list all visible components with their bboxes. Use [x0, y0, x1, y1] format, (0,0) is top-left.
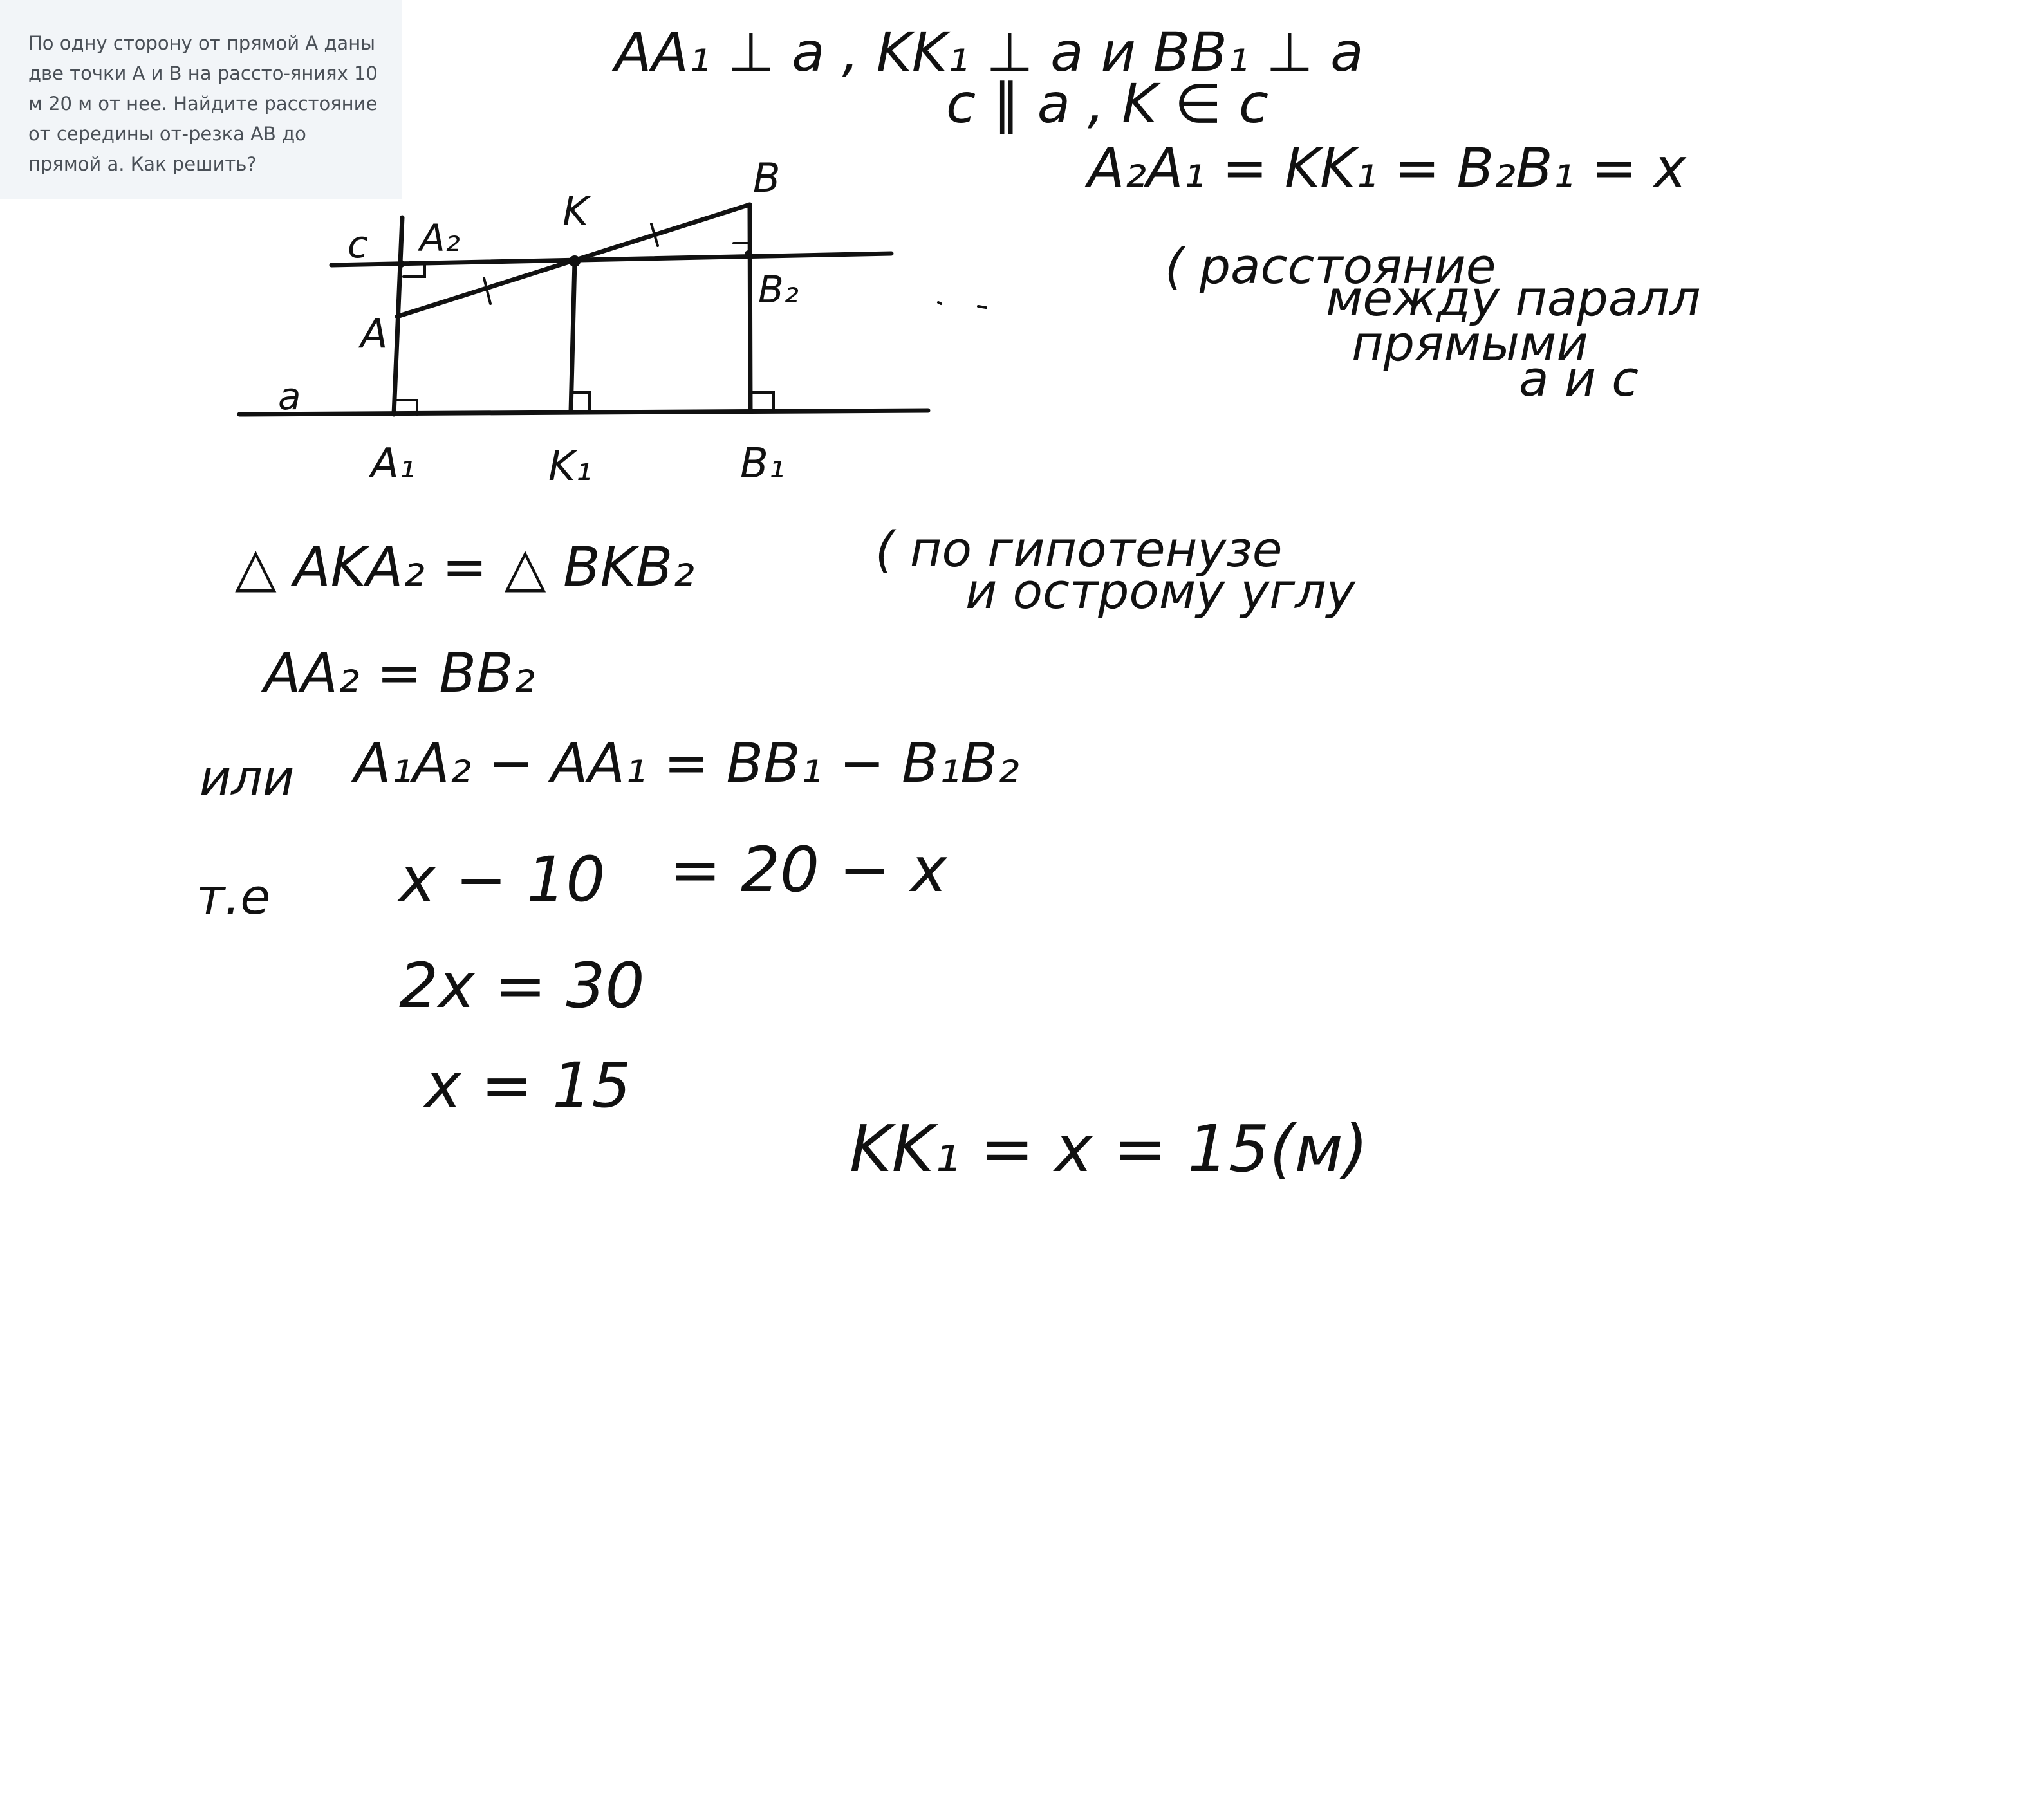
equation-1: AA₂ = BB₂	[264, 641, 535, 705]
equation-2-prefix: или	[200, 749, 295, 806]
label-c: c	[348, 223, 368, 266]
label-b2: B₂	[758, 268, 799, 311]
right-angle-a2	[404, 265, 425, 277]
statement-perpendiculars: AA₁ ⊥ a , KK₁ ⊥ a и BB₁ ⊥ a	[615, 21, 1364, 84]
triangle-equality: △ AKA₂ = △ BKB₂	[235, 535, 695, 598]
geometry-diagram	[239, 154, 986, 490]
right-angle-b1	[750, 392, 774, 410]
equation-3-right: = 20 − x	[669, 834, 947, 906]
stray-mark	[938, 302, 941, 304]
reason-line-1: ( по гипотенузе	[875, 521, 1283, 578]
point-a2	[397, 260, 405, 268]
statement-parallel: c ∥ a , K ∈ c	[946, 72, 1269, 135]
line-a	[239, 410, 928, 414]
label-a: A	[360, 310, 388, 357]
equation-4: 2x = 30	[399, 950, 645, 1022]
label-b: B	[753, 154, 781, 201]
reason-line-2: и острому углу	[965, 562, 1355, 620]
note-line-1: ( расстояние	[1165, 237, 1496, 295]
stray-mark	[978, 306, 986, 308]
statement-equal-distances: A₂A₁ = KK₁ = B₂B₁ = x	[1088, 136, 1686, 199]
handwritten-solution	[196, 21, 1700, 1186]
label-k: K	[562, 188, 589, 235]
note-line-4: a и c	[1519, 350, 1639, 407]
label-line-a: a	[278, 374, 301, 418]
label-a1: A₁	[371, 440, 416, 488]
segment-k-k1	[571, 261, 575, 412]
label-k1: K₁	[548, 443, 592, 490]
line-c	[331, 254, 891, 265]
right-angle-k1	[571, 392, 590, 412]
point-b2	[745, 250, 752, 258]
point-k	[569, 255, 581, 267]
equation-3-prefix: т.е	[196, 868, 271, 925]
label-b1: B₁	[740, 440, 785, 488]
equation-3-left: x − 10	[399, 844, 606, 916]
note-line-3: прямыми	[1352, 315, 1588, 372]
equation-5: x = 15	[425, 1049, 631, 1121]
label-a2: A₂	[420, 216, 460, 260]
question-text: По одну сторону от прямой А даны две точки А и В на рассто-яниях 10 м 20 м от нее. Найдите расстояние от середины от-резка АВ до прямой а. Как решить?	[28, 32, 378, 175]
final-answer: KK₁ = x = 15(м)	[850, 1111, 1368, 1186]
equation-2: A₁A₂ − AA₁ = BB₁ − B₁B₂	[354, 732, 1019, 795]
note-line-2: между паралл	[1326, 270, 1701, 327]
